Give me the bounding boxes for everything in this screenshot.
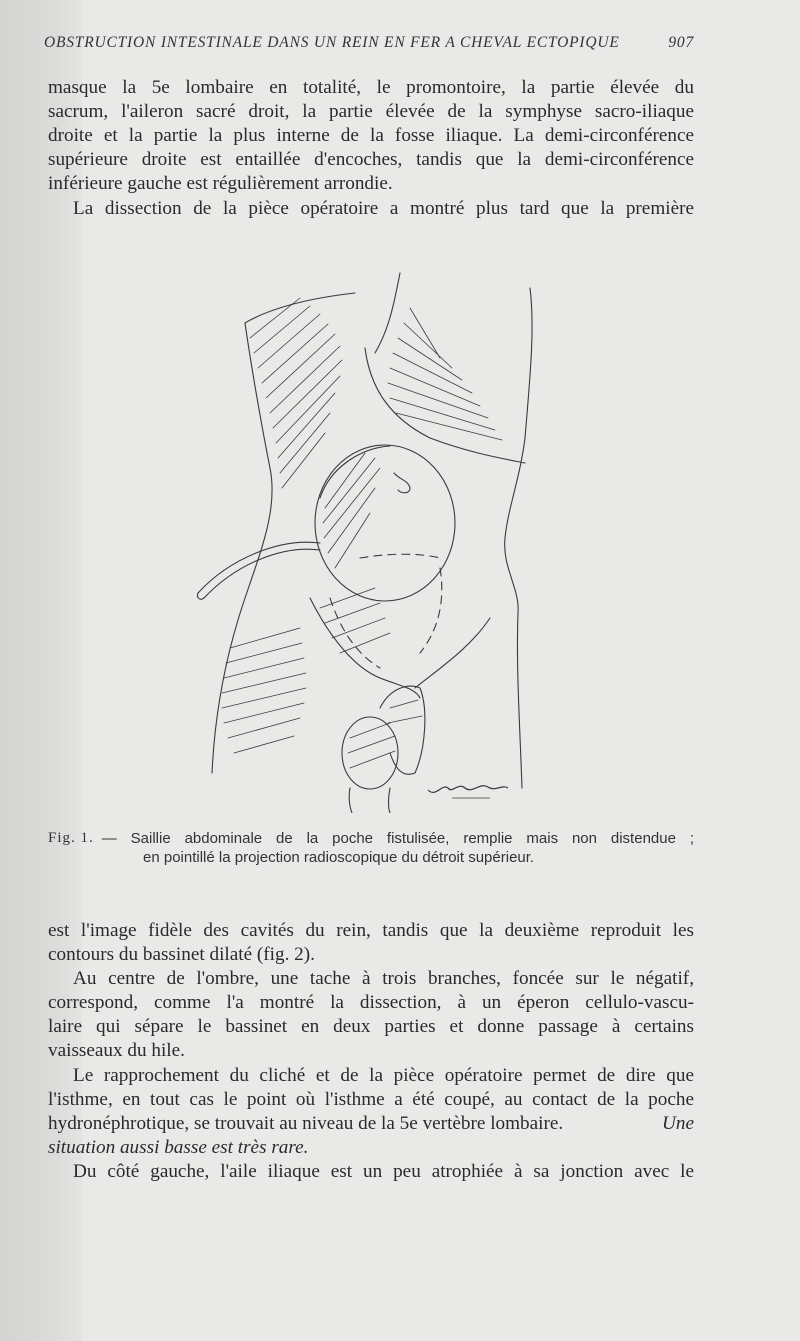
text-line: laire qui sépare le bassinet en deux parties et donne passage à certains: [48, 1016, 694, 1037]
page-number: 907: [668, 34, 694, 51]
text-line: Le rapprochement du cliché et de la pièce opératoire permet de dire que: [73, 1065, 694, 1086]
text-line: inférieure gauche est régulièrement arrondie.: [48, 173, 393, 194]
text-line-mixed: [48, 1112, 694, 1136]
caption-label: Fig. 1.: [48, 830, 94, 846]
text-line: Au centre de l'ombre, une tache à trois branches, foncée sur le négatif,: [73, 968, 694, 989]
text-line: sacrum, l'aileron sacré droit, la partie élevée de la symphyse sacro-iliaque: [48, 101, 694, 122]
text-segment: hydronéphrotique, se trouvait au niveau de la 5e vertèbre lombaire.: [48, 1113, 564, 1134]
text-line: l'isthme, en tout cas le point où l'isthme a été coupé, au contact de la poche: [48, 1089, 694, 1110]
text-line: supérieure droite est entaillée d'encoches, tandis que la demi-circonférence: [48, 149, 694, 170]
text-line: contours du bassinet dilaté (fig. 2).: [48, 944, 315, 965]
running-head: [44, 34, 694, 52]
running-head-title: OBSTRUCTION INTESTINALE DANS UN REIN EN FER A CHEVAL ECTOPIQUE: [44, 34, 620, 51]
text-line: vaisseaux du hile.: [48, 1040, 185, 1061]
text-line: correspond, comme l'a montré la dissection, à un éperon cellulo-vascu-: [48, 992, 694, 1013]
caption-line-1: — Saillie abdominale de la poche fistulisée, remplie mais non distendue ;: [101, 830, 694, 847]
figure-abdomen-drawing: [190, 268, 540, 813]
text-segment-italic: Une: [662, 1113, 694, 1134]
paragraph-dissection: La dissection de la pièce opératoire a montré plus tard que la première: [73, 198, 694, 219]
text-line: masque la 5e lombaire en totalité, le promontoire, la partie élevée du: [48, 77, 694, 98]
caption-line-2: en pointillé la projection radioscopique du détroit supérieur.: [143, 849, 535, 866]
text-line: droite et la partie la plus interne de la fosse iliaque. La demi-circonférence: [48, 125, 694, 146]
figure-caption: [48, 829, 694, 867]
abdomen-illustration: [190, 268, 540, 813]
text-line: Du côté gauche, l'aile iliaque est un peu atrophiée à sa jonction avec le: [73, 1161, 694, 1182]
text-line-italic: situation aussi basse est très rare.: [48, 1137, 309, 1158]
text-line: est l'image fidèle des cavités du rein, tandis que la deuxième reproduit les: [48, 920, 694, 941]
artist-signature: [428, 786, 508, 798]
